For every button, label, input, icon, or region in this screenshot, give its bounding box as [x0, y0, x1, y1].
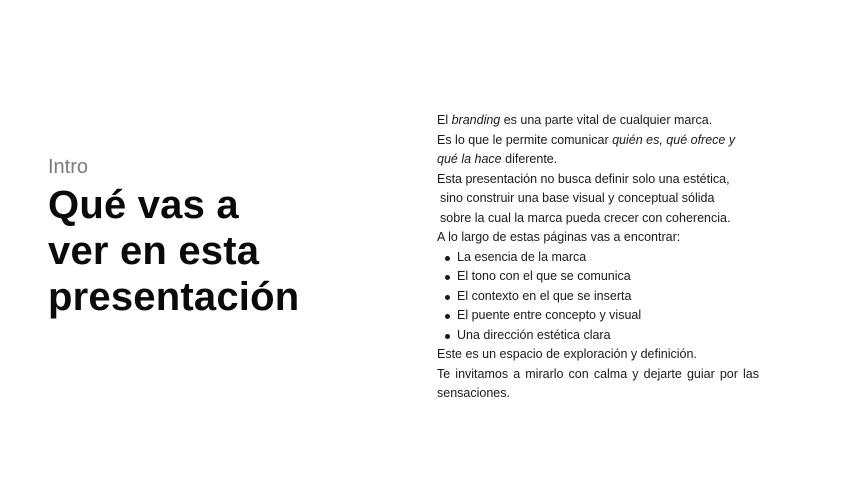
- p1-italic: branding: [451, 113, 501, 127]
- paragraph-1: [437, 111, 759, 131]
- list-item: El puente entre concepto y visual: [457, 306, 759, 326]
- p2-italic: quién es, qué ofrece y qué la hace: [437, 132, 736, 166]
- paragraph-4: sino construir una base visual y conceptual sólida: [440, 191, 715, 205]
- slide-title: [48, 182, 388, 320]
- p1-text-c: es una parte vital de cualquier marca.: [500, 113, 713, 127]
- p2-text-a: Es lo que le permite comunicar: [437, 132, 613, 147]
- p1-text-a: El: [437, 113, 452, 127]
- paragraph-5: sobre la cual la marca pueda crecer con coherencia.: [440, 210, 731, 225]
- paragraph-8: Te invitamos a mirarlo con calma y dejarte guiar por las sensaciones.: [437, 366, 759, 400]
- title-line-3: presentación: [48, 275, 300, 319]
- paragraph-6: A lo largo de estas páginas vas a encontrar:: [437, 230, 681, 244]
- p2-text-c: diferente.: [501, 152, 558, 166]
- title-block: [48, 154, 388, 320]
- title-line-2: ver en esta: [48, 229, 260, 273]
- paragraph-7: Este es un espacio de exploración y definición.: [437, 347, 697, 361]
- section-kicker: Intro: [48, 156, 89, 178]
- title-line-1: Qué vas a: [48, 183, 239, 227]
- paragraph-3: Esta presentación no busca definir solo una estética,: [437, 171, 730, 186]
- paragraph-2: [437, 131, 759, 170]
- bullet-list: [437, 248, 759, 346]
- body-text: [437, 111, 759, 404]
- list-item: Una dirección estética clara: [457, 326, 759, 346]
- list-item: La esencia de la marca: [457, 248, 759, 268]
- list-item: El contexto en el que se inserta: [457, 287, 759, 307]
- list-item: El tono con el que se comunica: [457, 267, 759, 287]
